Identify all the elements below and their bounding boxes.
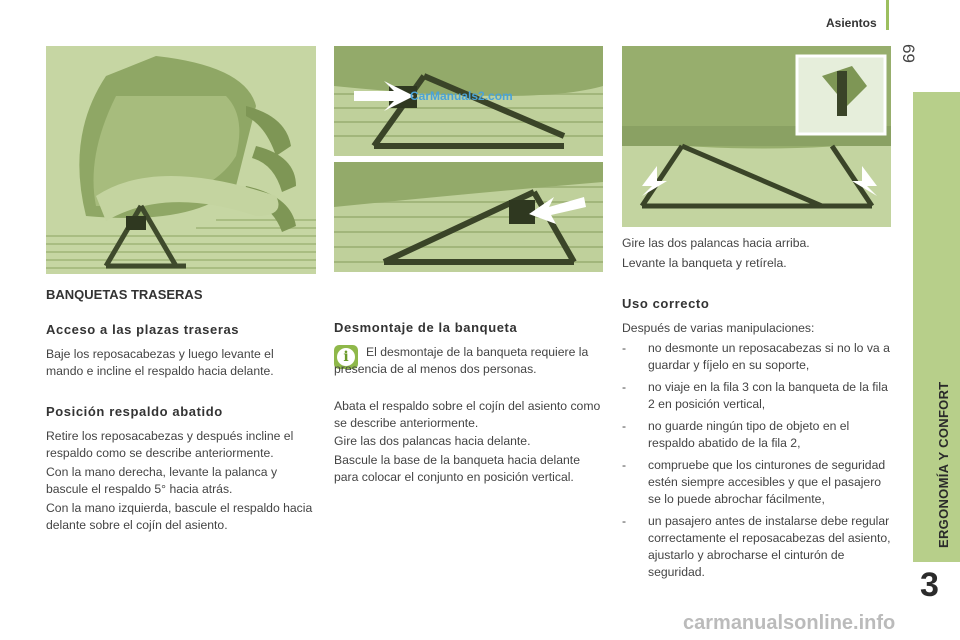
list-item: - no viaje en la fila 3 con la banqueta de la fila 2 en posición vertical,	[622, 380, 888, 411]
chapter-tab-label: ERGONOMÍA Y CONFORT	[936, 381, 951, 548]
removal-paragraph: Abata el respaldo sobre el cojín del asiento como se describe anteriormente.	[334, 399, 601, 430]
correct-use-heading: Uso correcto	[622, 296, 710, 311]
watermark-top: CarManuals2.com	[410, 89, 513, 103]
info-icon: i	[334, 345, 358, 369]
header-accent-bar	[886, 0, 889, 30]
bullet-marker: -	[622, 380, 627, 394]
folded-paragraph: Con la mano derecha, levante la palanca y bascule el respaldo 5° hacia atrás.	[46, 465, 278, 496]
list-item: - compruebe que los cinturones de seguridad estén siempre accesibles y que el pasajero se lo puede abrochar fácilmente,	[622, 458, 886, 506]
access-text: Baje los reposacabezas y luego levante el mando e incline el respaldo hacia delante.	[46, 347, 274, 378]
list-item: - un pasajero antes de instalarse debe regular correctamente el reposacabezas del asiento, ajustarlo y abrocharse el cinturón de seguridad.	[622, 514, 891, 579]
chapter-number: 3	[920, 566, 939, 604]
removal-paragraph: Gire las dos palancas hacia delante.	[334, 434, 531, 448]
folded-heading: Posición respaldo abatido	[46, 404, 223, 419]
right-paragraph: Levante la banqueta y retírela.	[622, 256, 787, 270]
list-item: - no desmonte un reposacabezas si no lo va a guardar y fíjelo en su soporte,	[622, 341, 890, 372]
removal-paragraph: Bascule la base de la banqueta hacia delante para colocar el conjunto en posición vertical.	[334, 453, 580, 484]
folded-paragraph: Retire los reposacabezas y después incline el respaldo como se describe anteriormente.	[46, 429, 294, 460]
watermark-bottom: carmanualsonline.info	[683, 612, 896, 634]
bullet-marker: -	[622, 341, 627, 355]
folded-paragraph: Con la mano izquierda, bascule el respaldo hacia delante sobre el cojín del asiento.	[46, 501, 313, 532]
correct-use-list	[622, 340, 894, 586]
bullet-marker: -	[622, 514, 627, 528]
bench-removal-illustration	[622, 46, 891, 227]
page-number: 69	[899, 44, 918, 63]
main-title: BANQUETAS TRASERAS	[46, 287, 203, 302]
lever-release-illustration-bottom	[334, 162, 603, 272]
correct-use-intro: Después de varias manipulaciones:	[622, 321, 815, 335]
info-note: El desmontaje de la banqueta requiere la presencia de al menos dos personas.	[334, 345, 589, 376]
list-item: - no guarde ningún tipo de objeto en el respaldo abatido de la fila 2,	[622, 419, 850, 450]
seat-folding-illustration	[46, 46, 316, 274]
bullet-marker: -	[622, 458, 627, 472]
access-heading: Acceso a las plazas traseras	[46, 322, 240, 337]
removal-heading: Desmontaje de la banqueta	[334, 320, 518, 335]
bullet-marker: -	[622, 419, 627, 433]
right-paragraph: Gire las dos palancas hacia arriba.	[622, 236, 810, 250]
section-title: Asientos	[826, 16, 877, 30]
